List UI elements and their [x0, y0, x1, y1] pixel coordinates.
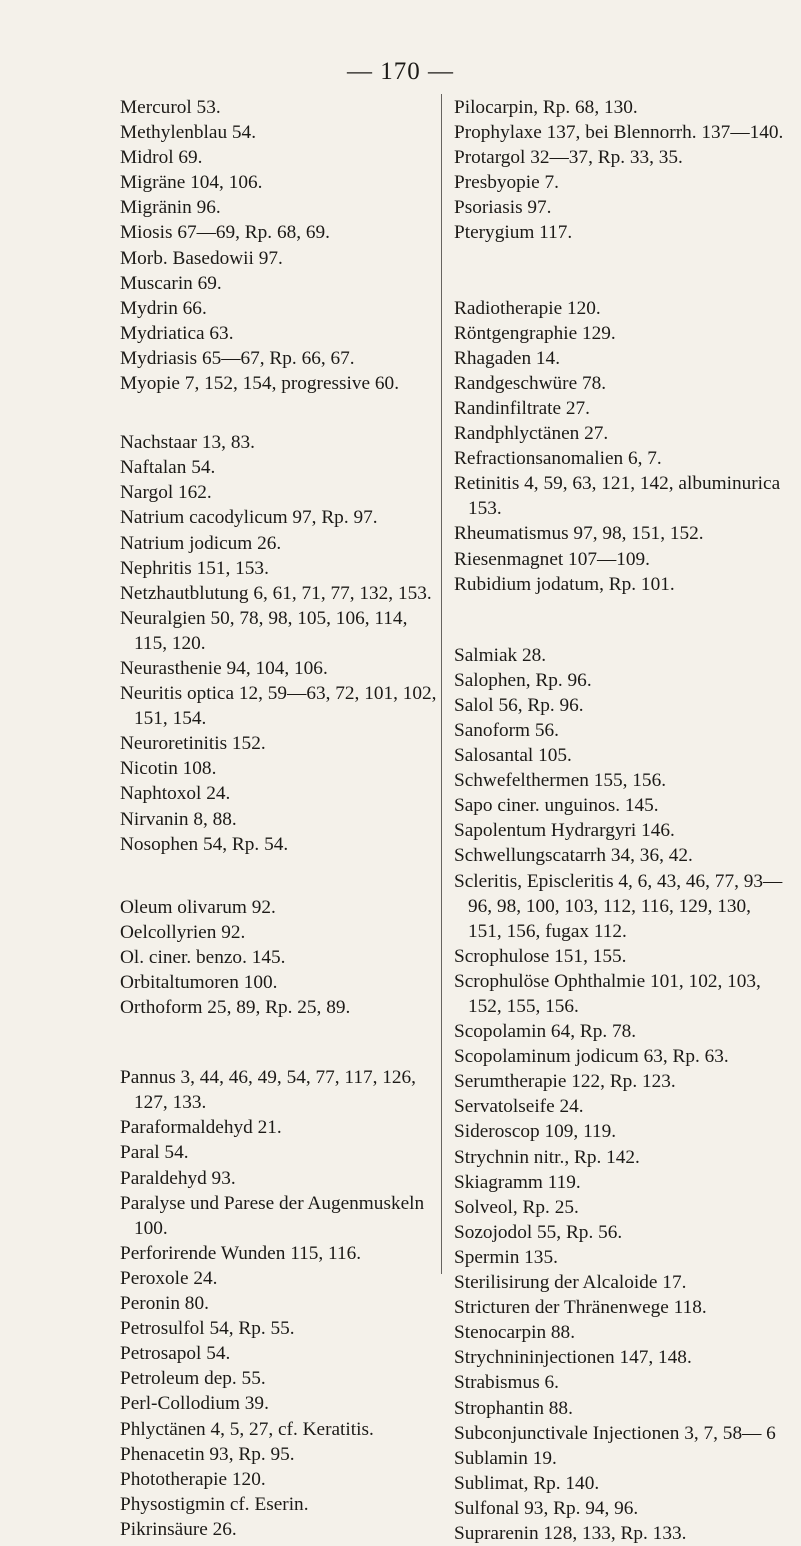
- index-entry: Sapo ciner. unguinos. 145.: [454, 795, 659, 817]
- index-group: [454, 643, 789, 1546]
- index-entry: Randinfiltrate 27.: [454, 397, 591, 419]
- index-entry: Orbitaltumoren 100.: [120, 972, 278, 993]
- index-entry: Rheumatismus 97, 98, 151, 152.: [454, 523, 704, 545]
- index-entry: Sublamin 19.: [454, 1447, 557, 1469]
- index-entry: Miosis 67—69, Rp. 68, 69.: [120, 222, 330, 244]
- index-entry: Mydriasis 65—67, Rp. 66, 67.: [120, 347, 355, 369]
- index-entry: Nosophen 54, Rp. 54.: [120, 833, 289, 855]
- index-entry: Strychnininjectionen 147, 148.: [454, 1347, 692, 1369]
- index-entry: Mydrin 66.: [120, 297, 207, 319]
- index-entry: Salophen, Rp. 96.: [454, 669, 592, 691]
- index-entry: Migränin 96.: [120, 197, 221, 219]
- index-entry: Pilocarpin, Rp. 68, 130.: [454, 97, 638, 118]
- index-entry: Randgeschwüre 78.: [454, 372, 607, 394]
- index-entry: Sideroscop 109, 119.: [454, 1121, 617, 1143]
- index-entry: Peronin 80.: [120, 1293, 209, 1315]
- index-entry: Salmiak 28.: [454, 644, 547, 666]
- index-entry: Perl-Collodium 39.: [120, 1393, 269, 1415]
- index-group: [454, 296, 789, 597]
- index-entry: Paralyse und Parese der Augenmuskeln 100.: [120, 1192, 425, 1239]
- index-entry: Servatolseife 24.: [454, 1096, 584, 1118]
- index-entry: Perforirende Wunden 115, 116.: [120, 1242, 362, 1264]
- index-entry: Sozojodol 55, Rp. 56.: [454, 1221, 623, 1243]
- index-group: [120, 1065, 445, 1542]
- index-entry: Petrosapol 54.: [120, 1343, 231, 1365]
- index-entry: Strophantin 88.: [454, 1397, 573, 1419]
- index-entry: Neuroretinitis 152.: [120, 733, 266, 755]
- index-group: [120, 95, 445, 396]
- index-entry: Serumtherapie 122, Rp. 123.: [454, 1071, 676, 1093]
- index-entry: Phlyctänen 4, 5, 27, cf. Keratitis.: [120, 1418, 374, 1440]
- index-entry: Skiagramm 119.: [454, 1171, 581, 1193]
- index-entry: Scrophulose 151, 155.: [454, 945, 627, 967]
- index-entry: Radiotherapie 120.: [454, 297, 601, 319]
- index-entry: Scleritis, Episcleritis 4, 6, 43, 46, 77, 93—96, 98, 100, 103, 112, 116, 129, 130, 151, 156, fugax 112.: [454, 870, 783, 942]
- index-entry: Subconjunctivale Injectionen 3, 7, 58— 6: [454, 1422, 776, 1444]
- index-entry: Strabismus 6.: [454, 1372, 559, 1394]
- index-entry: Spermin 135.: [454, 1246, 558, 1268]
- index-entry: Scopolamin 64, Rp. 78.: [454, 1021, 637, 1043]
- index-entry: Suprarenin 128, 133, Rp. 133.: [454, 1522, 687, 1544]
- index-entry: Pikrinsäure 26.: [120, 1518, 237, 1540]
- index-entry: Naftalan 54.: [120, 457, 216, 479]
- index-entry: Ol. ciner. benzo. 145.: [120, 946, 286, 968]
- index-entry: Nicotin 108.: [120, 758, 217, 780]
- index-entry: Netzhautblutung 6, 61, 71, 77, 132, 153.: [120, 582, 432, 604]
- index-entry: Natrium cacodylicum 97, Rp. 97.: [120, 507, 378, 529]
- index-entry: Nirvanin 8, 88.: [120, 808, 237, 830]
- index-entry: Petroleum dep. 55.: [120, 1368, 266, 1390]
- index-entry: Presbyopie 7.: [454, 172, 559, 194]
- index-entry: Pterygium 117.: [454, 222, 573, 244]
- index-entry: Rubidium jodatum, Rp. 101.: [454, 573, 675, 595]
- index-entry: Randphlyctänen 27.: [454, 423, 609, 445]
- index-entry: Nargol 162.: [120, 482, 212, 504]
- index-entry: Muscarin 69.: [120, 272, 222, 294]
- index-entry: Sapolentum Hydrargyri 146.: [454, 820, 675, 842]
- index-entry: Röntgengraphie 129.: [454, 322, 616, 344]
- index-entry: Petrosulfol 54, Rp. 55.: [120, 1318, 295, 1340]
- index-entry: Phenacetin 93, Rp. 95.: [120, 1443, 295, 1465]
- index-entry: Salosantal 105.: [454, 745, 572, 767]
- index-entry: Sublimat, Rp. 140.: [454, 1472, 600, 1494]
- column-divider: [441, 94, 442, 1274]
- index-entry: Scopolaminum jodicum 63, Rp. 63.: [454, 1046, 729, 1068]
- index-entry: Mercurol 53.: [120, 97, 221, 118]
- index-entry: Pannus 3, 44, 46, 49, 54, 77, 117, 126, 127, 133.: [120, 1067, 417, 1114]
- index-group: [454, 95, 789, 246]
- index-entry: Paral 54.: [120, 1142, 189, 1164]
- index-entry: Natrium jodicum 26.: [120, 532, 282, 554]
- index-entry: Nephritis 151, 153.: [120, 557, 269, 579]
- index-entry: Salol 56, Rp. 96.: [454, 694, 584, 716]
- index-entry: Rhagaden 14.: [454, 347, 561, 369]
- index-entry: Morb. Basedowii 97.: [120, 247, 283, 269]
- index-column-left: [120, 95, 445, 1542]
- index-entry: Paraldehyd 93.: [120, 1167, 236, 1189]
- index-entry: Oelcollyrien 92.: [120, 921, 246, 943]
- index-entry: Stenocarpin 88.: [454, 1322, 576, 1344]
- index-entry: Neurasthenie 94, 104, 106.: [120, 657, 328, 679]
- index-entry: Refractionsanomalien 6, 7.: [454, 448, 662, 470]
- index-entry: Neuritis optica 12, 59—63, 72, 101, 102, 151, 154.: [120, 683, 437, 730]
- index-entry: Prophylaxe 137, bei Blennorrh. 137—140.: [454, 122, 784, 144]
- index-group: [120, 895, 445, 1020]
- index-entry: Sulfonal 93, Rp. 94, 96.: [454, 1497, 639, 1519]
- index-entry: Myopie 7, 152, 154, progressive 60.: [120, 373, 400, 395]
- index-entry: Mydriatica 63.: [120, 322, 234, 344]
- index-entry: Schwellungscatarrh 34, 36, 42.: [454, 845, 693, 867]
- index-column-right: [454, 95, 789, 1546]
- index-group: [120, 430, 445, 857]
- index-entry: Sterilisirung der Alcaloide 17.: [454, 1272, 687, 1294]
- index-entry: Protargol 32—37, Rp. 33, 35.: [454, 147, 683, 169]
- page-number: — 170 —: [347, 58, 454, 85]
- index-entry: Oleum olivarum 92.: [120, 896, 276, 918]
- index-entry: Solveol, Rp. 25.: [454, 1196, 579, 1218]
- index-entry: Schwefelthermen 155, 156.: [454, 770, 667, 792]
- index-entry: Stricturen der Thränenwege 118.: [454, 1297, 707, 1319]
- index-entry: Strychnin nitr., Rp. 142.: [454, 1146, 640, 1168]
- index-entry: Physostigmin cf. Eserin.: [120, 1493, 309, 1515]
- index-entry: Naphtoxol 24.: [120, 783, 231, 805]
- index-entry: Methylenblau 54.: [120, 122, 257, 144]
- index-entry: Neuralgien 50, 78, 98, 105, 106, 114, 115, 120.: [120, 607, 408, 654]
- index-entry: Nachstaar 13, 83.: [120, 432, 255, 454]
- index-entry: Retinitis 4, 59, 63, 121, 142, albuminurica 153.: [454, 473, 781, 520]
- index-entry: Peroxole 24.: [120, 1267, 218, 1289]
- index-entry: Riesenmagnet 107—109.: [454, 548, 650, 570]
- index-entry: Psoriasis 97.: [454, 197, 552, 219]
- index-entry: Midrol 69.: [120, 147, 203, 169]
- index-entry: Orthoform 25, 89, Rp. 25, 89.: [120, 997, 351, 1019]
- index-entry: Phototherapie 120.: [120, 1468, 266, 1490]
- index-entry: Migräne 104, 106.: [120, 172, 263, 194]
- index-entry: Scrophulöse Ophthalmie 101, 102, 103, 152, 155, 156.: [454, 970, 761, 1017]
- index-entry: Sanoform 56.: [454, 719, 559, 741]
- index-entry: Paraformaldehyd 21.: [120, 1117, 282, 1139]
